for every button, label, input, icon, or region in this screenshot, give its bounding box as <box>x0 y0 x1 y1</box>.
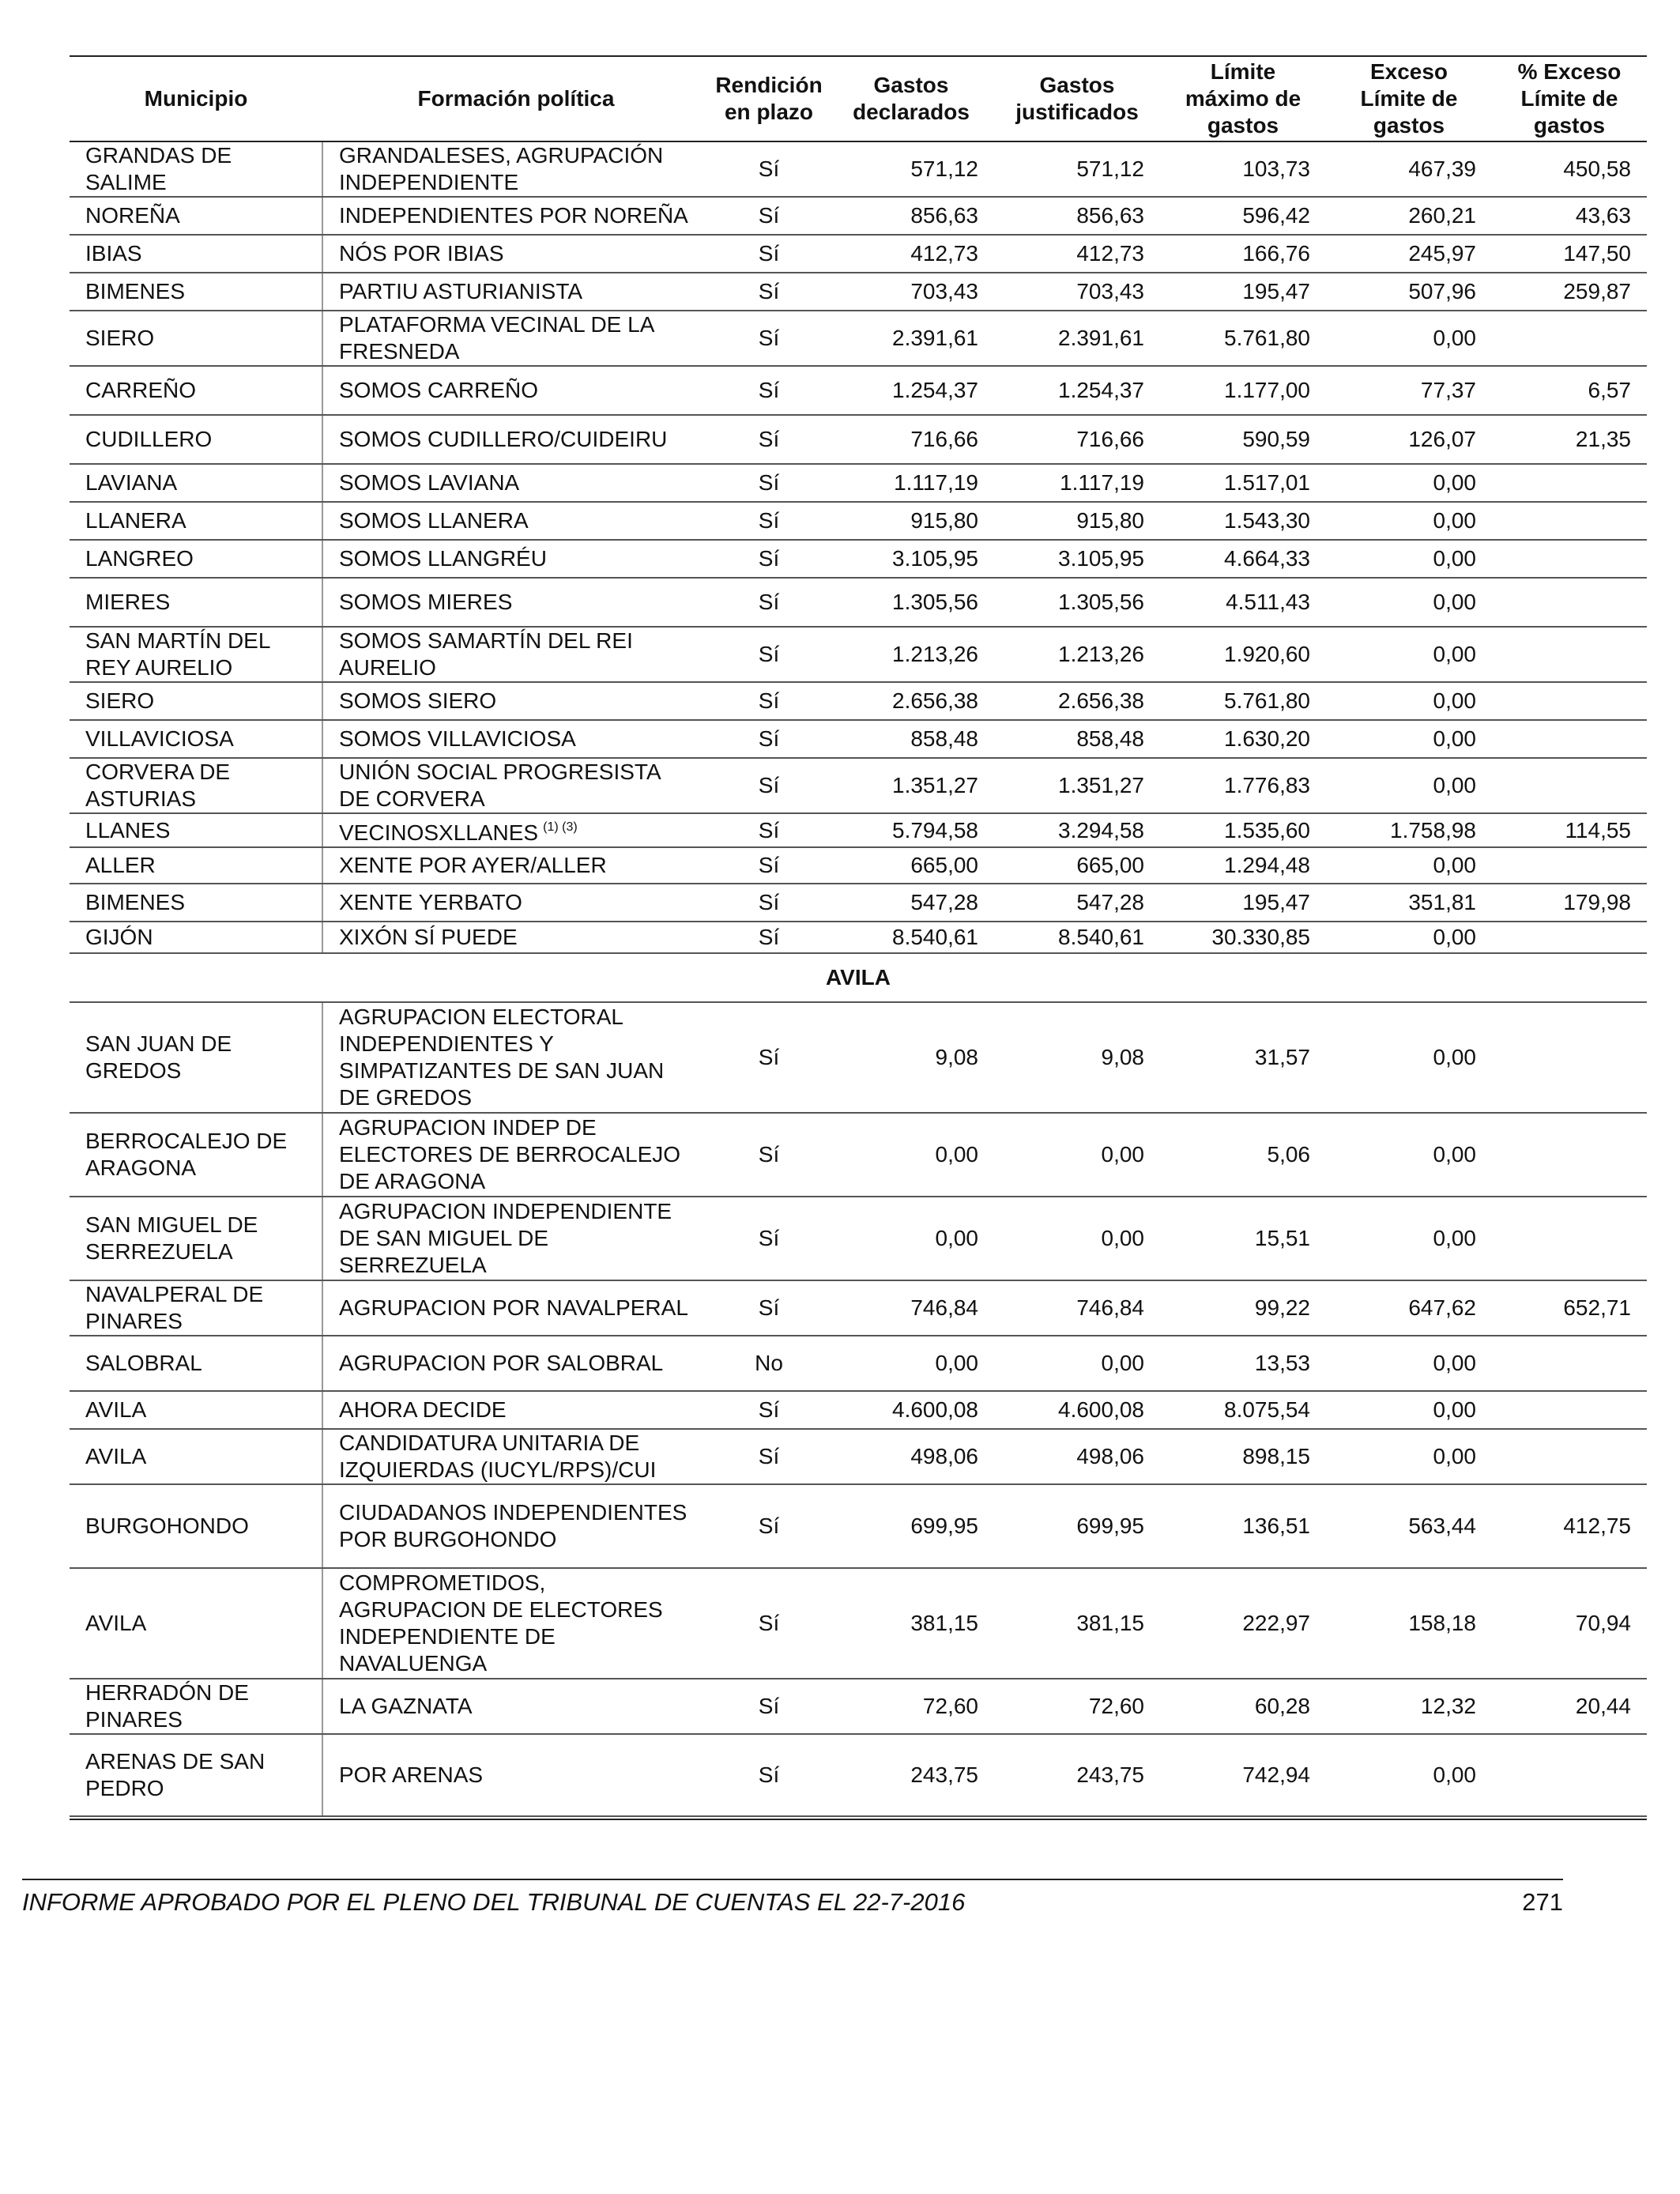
cell-exceso: 0,00 <box>1326 502 1492 540</box>
cell-rendicion: Sí <box>710 464 828 502</box>
footer-report-title: INFORME APROBADO POR EL PLENO DEL TRIBUNAL DE CUENTAS EL 22-7-2016 <box>22 1888 966 1916</box>
cell-municipio: SAN MARTÍN DEL REY AURELIO <box>70 627 322 682</box>
cell-rendicion: Sí <box>710 311 828 366</box>
table-row <box>70 1679 1647 1734</box>
cell-gastos-declarados: 915,80 <box>828 502 994 540</box>
cell-rendicion: Sí <box>710 1429 828 1484</box>
cell-formacion: AGRUPACION INDEPENDIENTE DE SAN MIGUEL DE SERREZUELA <box>322 1197 710 1280</box>
cell-formacion: SOMOS CARREÑO <box>322 366 710 415</box>
cell-pct-exceso: 652,71 <box>1492 1280 1647 1336</box>
cell-pct-exceso <box>1492 1197 1647 1280</box>
cell-limite: 5,06 <box>1160 1113 1326 1197</box>
table-row <box>70 1734 1647 1816</box>
cell-gastos-declarados: 1.254,37 <box>828 366 994 415</box>
cell-gastos-justificados: 699,95 <box>994 1484 1160 1568</box>
table-row <box>70 1336 1647 1391</box>
cell-gastos-justificados: 1.254,37 <box>994 366 1160 415</box>
cell-pct-exceso: 259,87 <box>1492 273 1647 311</box>
cell-municipio: CORVERA DE ASTURIAS <box>70 758 322 813</box>
cell-pct-exceso <box>1492 1391 1647 1429</box>
cell-limite: 590,59 <box>1160 415 1326 464</box>
cell-municipio: GIJÓN <box>70 922 322 953</box>
cell-gastos-justificados: 72,60 <box>994 1679 1160 1734</box>
cell-formacion: PLATAFORMA VECINAL DE LA FRESNEDA <box>322 311 710 366</box>
cell-limite: 4.664,33 <box>1160 540 1326 578</box>
page-footer <box>22 1879 1563 1916</box>
cell-gastos-declarados: 1.305,56 <box>828 578 994 627</box>
cell-exceso: 0,00 <box>1326 1002 1492 1113</box>
table-row <box>70 922 1647 953</box>
cell-exceso: 0,00 <box>1326 758 1492 813</box>
cell-limite: 4.511,43 <box>1160 578 1326 627</box>
cell-exceso: 0,00 <box>1326 1391 1492 1429</box>
cell-pct-exceso <box>1492 627 1647 682</box>
header-limite: Límite máximo de gastos <box>1160 56 1326 141</box>
cell-gastos-declarados: 1.351,27 <box>828 758 994 813</box>
cell-gastos-justificados: 547,28 <box>994 884 1160 922</box>
cell-municipio: LLANES <box>70 813 322 847</box>
cell-gastos-declarados: 1.117,19 <box>828 464 994 502</box>
cell-formacion: UNIÓN SOCIAL PROGRESISTA DE CORVERA <box>322 758 710 813</box>
cell-rendicion: Sí <box>710 1391 828 1429</box>
page-number: 271 <box>1522 1888 1563 1916</box>
cell-gastos-declarados: 2.656,38 <box>828 682 994 720</box>
table-body <box>70 141 1647 1816</box>
cell-formacion: SOMOS SIERO <box>322 682 710 720</box>
cell-rendicion: Sí <box>710 540 828 578</box>
cell-gastos-justificados: 2.656,38 <box>994 682 1160 720</box>
cell-pct-exceso: 43,63 <box>1492 197 1647 235</box>
cell-gastos-declarados: 412,73 <box>828 235 994 273</box>
cell-gastos-justificados: 1.305,56 <box>994 578 1160 627</box>
cell-limite: 1.630,20 <box>1160 720 1326 758</box>
cell-formacion: GRANDALESES, AGRUPACIÓN INDEPENDIENTE <box>322 141 710 197</box>
cell-formacion: XENTE POR AYER/ALLER <box>322 847 710 884</box>
cell-exceso: 0,00 <box>1326 540 1492 578</box>
cell-pct-exceso <box>1492 311 1647 366</box>
cell-limite: 742,94 <box>1160 1734 1326 1816</box>
cell-municipio: CARREÑO <box>70 366 322 415</box>
cell-rendicion: Sí <box>710 720 828 758</box>
cell-formacion: CANDIDATURA UNITARIA DE IZQUIERDAS (IUCYL/RPS)/CUI <box>322 1429 710 1484</box>
cell-limite: 1.920,60 <box>1160 627 1326 682</box>
cell-limite: 596,42 <box>1160 197 1326 235</box>
cell-formacion: POR ARENAS <box>322 1734 710 1816</box>
cell-pct-exceso <box>1492 758 1647 813</box>
cell-exceso: 77,37 <box>1326 366 1492 415</box>
cell-municipio: IBIAS <box>70 235 322 273</box>
cell-gastos-declarados: 0,00 <box>828 1336 994 1391</box>
header-gastos-justificados: Gastos justificados <box>994 56 1160 141</box>
table-row <box>70 682 1647 720</box>
cell-gastos-declarados: 3.105,95 <box>828 540 994 578</box>
cell-municipio: VILLAVICIOSA <box>70 720 322 758</box>
cell-pct-exceso <box>1492 1429 1647 1484</box>
cell-formacion: SOMOS LAVIANA <box>322 464 710 502</box>
cell-exceso: 563,44 <box>1326 1484 1492 1568</box>
table-row <box>70 1391 1647 1429</box>
cell-exceso: 0,00 <box>1326 1113 1492 1197</box>
cell-municipio: ARENAS DE SAN PEDRO <box>70 1734 322 1816</box>
footnote-reference: (1) (3) <box>543 820 578 834</box>
cell-exceso: 0,00 <box>1326 464 1492 502</box>
cell-formacion: SOMOS SAMARTÍN DEL REI AURELIO <box>322 627 710 682</box>
cell-gastos-justificados: 0,00 <box>994 1197 1160 1280</box>
cell-formacion: LA GAZNATA <box>322 1679 710 1734</box>
cell-formacion: SOMOS MIERES <box>322 578 710 627</box>
table-row <box>70 1429 1647 1484</box>
cell-limite: 1.776,83 <box>1160 758 1326 813</box>
cell-gastos-declarados: 5.794,58 <box>828 813 994 847</box>
header-pct-exceso: % Exceso Límite de gastos <box>1492 56 1647 141</box>
table-row <box>70 415 1647 464</box>
cell-gastos-justificados: 4.600,08 <box>994 1391 1160 1429</box>
cell-exceso: 0,00 <box>1326 1197 1492 1280</box>
cell-gastos-justificados: 716,66 <box>994 415 1160 464</box>
cell-gastos-declarados: 547,28 <box>828 884 994 922</box>
cell-municipio: SIERO <box>70 311 322 366</box>
table-row <box>70 1484 1647 1568</box>
cell-pct-exceso: 6,57 <box>1492 366 1647 415</box>
cell-rendicion: Sí <box>710 197 828 235</box>
cell-gastos-declarados: 746,84 <box>828 1280 994 1336</box>
cell-exceso: 0,00 <box>1326 922 1492 953</box>
table-row <box>70 578 1647 627</box>
cell-formacion: SOMOS LLANERA <box>322 502 710 540</box>
cell-gastos-declarados: 858,48 <box>828 720 994 758</box>
cell-pct-exceso <box>1492 1734 1647 1816</box>
header-formacion: Formación política <box>322 56 710 141</box>
cell-exceso: 0,00 <box>1326 578 1492 627</box>
cell-pct-exceso <box>1492 922 1647 953</box>
cell-exceso: 0,00 <box>1326 682 1492 720</box>
cell-exceso: 0,00 <box>1326 311 1492 366</box>
cell-pct-exceso <box>1492 464 1647 502</box>
cell-gastos-declarados: 498,06 <box>828 1429 994 1484</box>
cell-gastos-justificados: 915,80 <box>994 502 1160 540</box>
table-row <box>70 1280 1647 1336</box>
cell-limite: 5.761,80 <box>1160 311 1326 366</box>
cell-limite: 136,51 <box>1160 1484 1326 1568</box>
cell-pct-exceso: 70,94 <box>1492 1568 1647 1679</box>
header-gastos-declarados: Gastos declarados <box>828 56 994 141</box>
table-row <box>70 758 1647 813</box>
cell-gastos-justificados: 243,75 <box>994 1734 1160 1816</box>
cell-rendicion: No <box>710 1336 828 1391</box>
cell-limite: 13,53 <box>1160 1336 1326 1391</box>
cell-municipio: SALOBRAL <box>70 1336 322 1391</box>
table-row <box>70 540 1647 578</box>
table-row <box>70 1197 1647 1280</box>
table-row <box>70 1113 1647 1197</box>
cell-limite: 222,97 <box>1160 1568 1326 1679</box>
cell-limite: 898,15 <box>1160 1429 1326 1484</box>
cell-limite: 195,47 <box>1160 273 1326 311</box>
cell-formacion: INDEPENDIENTES POR NOREÑA <box>322 197 710 235</box>
cell-municipio: HERRADÓN DE PINARES <box>70 1679 322 1734</box>
cell-pct-exceso <box>1492 1002 1647 1113</box>
table-row <box>70 813 1647 847</box>
cell-limite: 60,28 <box>1160 1679 1326 1734</box>
expenses-table <box>70 55 1647 1817</box>
cell-formacion <box>322 813 710 847</box>
cell-formacion: AGRUPACION INDEP DE ELECTORES DE BERROCALEJO DE ARAGONA <box>322 1113 710 1197</box>
header-rendicion: Rendición en plazo <box>710 56 828 141</box>
cell-gastos-justificados: 856,63 <box>994 197 1160 235</box>
cell-rendicion: Sí <box>710 1280 828 1336</box>
cell-municipio: LANGREO <box>70 540 322 578</box>
cell-rendicion: Sí <box>710 813 828 847</box>
table-row <box>70 273 1647 311</box>
cell-gastos-justificados: 8.540,61 <box>994 922 1160 953</box>
cell-municipio: SAN JUAN DE GREDOS <box>70 1002 322 1113</box>
cell-limite: 30.330,85 <box>1160 922 1326 953</box>
cell-pct-exceso <box>1492 578 1647 627</box>
cell-municipio: AVILA <box>70 1391 322 1429</box>
cell-rendicion: Sí <box>710 578 828 627</box>
cell-gastos-justificados: 665,00 <box>994 847 1160 884</box>
cell-exceso: 0,00 <box>1326 720 1492 758</box>
cell-formacion: SOMOS CUDILLERO/CUIDEIRU <box>322 415 710 464</box>
cell-gastos-justificados: 2.391,61 <box>994 311 1160 366</box>
cell-gastos-declarados: 571,12 <box>828 141 994 197</box>
cell-gastos-declarados: 703,43 <box>828 273 994 311</box>
cell-exceso: 260,21 <box>1326 197 1492 235</box>
cell-formacion: SOMOS VILLAVICIOSA <box>322 720 710 758</box>
cell-gastos-justificados: 412,73 <box>994 235 1160 273</box>
cell-municipio: CUDILLERO <box>70 415 322 464</box>
table-row <box>70 627 1647 682</box>
cell-gastos-declarados: 243,75 <box>828 1734 994 1816</box>
cell-gastos-declarados: 8.540,61 <box>828 922 994 953</box>
cell-gastos-justificados: 9,08 <box>994 1002 1160 1113</box>
cell-rendicion: Sí <box>710 502 828 540</box>
cell-limite: 166,76 <box>1160 235 1326 273</box>
cell-rendicion: Sí <box>710 415 828 464</box>
header-exceso: Exceso Límite de gastos <box>1326 56 1492 141</box>
cell-pct-exceso <box>1492 1336 1647 1391</box>
table-row <box>70 884 1647 922</box>
cell-pct-exceso: 147,50 <box>1492 235 1647 273</box>
table-row <box>70 720 1647 758</box>
table-row <box>70 847 1647 884</box>
table-row <box>70 235 1647 273</box>
cell-municipio: LLANERA <box>70 502 322 540</box>
cell-formacion-text: VECINOSXLLANES <box>339 820 539 845</box>
cell-gastos-justificados: 381,15 <box>994 1568 1160 1679</box>
cell-exceso: 467,39 <box>1326 141 1492 197</box>
cell-limite: 195,47 <box>1160 884 1326 922</box>
cell-gastos-declarados: 665,00 <box>828 847 994 884</box>
cell-formacion: AGRUPACION POR NAVALPERAL <box>322 1280 710 1336</box>
cell-municipio: BERROCALEJO DE ARAGONA <box>70 1113 322 1197</box>
cell-gastos-declarados: 699,95 <box>828 1484 994 1568</box>
cell-exceso: 0,00 <box>1326 1336 1492 1391</box>
cell-municipio: LAVIANA <box>70 464 322 502</box>
table-row <box>70 1568 1647 1679</box>
cell-gastos-declarados: 4.600,08 <box>828 1391 994 1429</box>
cell-rendicion: Sí <box>710 884 828 922</box>
cell-gastos-justificados: 858,48 <box>994 720 1160 758</box>
table-header-row <box>70 56 1647 141</box>
cell-limite: 99,22 <box>1160 1280 1326 1336</box>
cell-municipio: BURGOHONDO <box>70 1484 322 1568</box>
report-page <box>70 55 1647 1817</box>
cell-rendicion: Sí <box>710 1484 828 1568</box>
cell-exceso: 0,00 <box>1326 1429 1492 1484</box>
cell-gastos-declarados: 1.213,26 <box>828 627 994 682</box>
cell-limite: 1.294,48 <box>1160 847 1326 884</box>
table-row <box>70 197 1647 235</box>
cell-pct-exceso: 179,98 <box>1492 884 1647 922</box>
cell-gastos-justificados: 571,12 <box>994 141 1160 197</box>
cell-rendicion: Sí <box>710 1568 828 1679</box>
cell-gastos-justificados: 0,00 <box>994 1113 1160 1197</box>
cell-gastos-justificados: 0,00 <box>994 1336 1160 1391</box>
cell-rendicion: Sí <box>710 273 828 311</box>
cell-gastos-declarados: 0,00 <box>828 1113 994 1197</box>
cell-rendicion: Sí <box>710 1197 828 1280</box>
cell-municipio: MIERES <box>70 578 322 627</box>
cell-rendicion: Sí <box>710 141 828 197</box>
table-row <box>70 311 1647 366</box>
cell-formacion: NÓS POR IBIAS <box>322 235 710 273</box>
table-row <box>70 464 1647 502</box>
cell-gastos-justificados: 3.105,95 <box>994 540 1160 578</box>
cell-exceso: 507,96 <box>1326 273 1492 311</box>
cell-gastos-declarados: 2.391,61 <box>828 311 994 366</box>
section-row <box>70 953 1647 1002</box>
cell-exceso: 0,00 <box>1326 1734 1492 1816</box>
table-row <box>70 1002 1647 1113</box>
cell-gastos-declarados: 0,00 <box>828 1197 994 1280</box>
cell-formacion: AGRUPACION ELECTORAL INDEPENDIENTES Y SIMPATIZANTES DE SAN JUAN DE GREDOS <box>322 1002 710 1113</box>
section-title: AVILA <box>70 953 1647 1002</box>
cell-limite: 1.177,00 <box>1160 366 1326 415</box>
cell-municipio: BIMENES <box>70 273 322 311</box>
cell-limite: 1.535,60 <box>1160 813 1326 847</box>
cell-rendicion: Sí <box>710 847 828 884</box>
cell-exceso: 158,18 <box>1326 1568 1492 1679</box>
cell-formacion: XENTE YERBATO <box>322 884 710 922</box>
cell-municipio: GRANDAS DE SALIME <box>70 141 322 197</box>
cell-gastos-declarados: 856,63 <box>828 197 994 235</box>
cell-gastos-justificados: 498,06 <box>994 1429 1160 1484</box>
cell-pct-exceso: 21,35 <box>1492 415 1647 464</box>
header-municipio: Municipio <box>70 56 322 141</box>
cell-rendicion: Sí <box>710 1113 828 1197</box>
cell-gastos-justificados: 1.213,26 <box>994 627 1160 682</box>
cell-municipio: AVILA <box>70 1429 322 1484</box>
cell-gastos-justificados: 3.294,58 <box>994 813 1160 847</box>
cell-gastos-declarados: 716,66 <box>828 415 994 464</box>
cell-limite: 15,51 <box>1160 1197 1326 1280</box>
cell-exceso: 245,97 <box>1326 235 1492 273</box>
cell-municipio: NAVALPERAL DE PINARES <box>70 1280 322 1336</box>
cell-exceso: 351,81 <box>1326 884 1492 922</box>
cell-pct-exceso <box>1492 502 1647 540</box>
cell-municipio: NOREÑA <box>70 197 322 235</box>
cell-gastos-declarados: 72,60 <box>828 1679 994 1734</box>
cell-municipio: ALLER <box>70 847 322 884</box>
cell-rendicion: Sí <box>710 682 828 720</box>
cell-formacion: AHORA DECIDE <box>322 1391 710 1429</box>
cell-pct-exceso <box>1492 540 1647 578</box>
cell-gastos-justificados: 1.117,19 <box>994 464 1160 502</box>
cell-limite: 1.517,01 <box>1160 464 1326 502</box>
table-row <box>70 141 1647 197</box>
cell-rendicion: Sí <box>710 1734 828 1816</box>
cell-formacion: PARTIU ASTURIANISTA <box>322 273 710 311</box>
cell-limite: 31,57 <box>1160 1002 1326 1113</box>
cell-exceso: 12,32 <box>1326 1679 1492 1734</box>
cell-municipio: AVILA <box>70 1568 322 1679</box>
cell-rendicion: Sí <box>710 922 828 953</box>
cell-municipio: SIERO <box>70 682 322 720</box>
cell-pct-exceso <box>1492 1113 1647 1197</box>
cell-limite: 5.761,80 <box>1160 682 1326 720</box>
cell-formacion: XIXÓN SÍ PUEDE <box>322 922 710 953</box>
cell-rendicion: Sí <box>710 758 828 813</box>
cell-pct-exceso: 450,58 <box>1492 141 1647 197</box>
table-row <box>70 366 1647 415</box>
cell-formacion: COMPROMETIDOS, AGRUPACION DE ELECTORES INDEPENDIENTE DE NAVALUENGA <box>322 1568 710 1679</box>
table-bottom-rule <box>70 1819 1647 1820</box>
cell-gastos-justificados: 703,43 <box>994 273 1160 311</box>
table-row <box>70 502 1647 540</box>
cell-exceso: 0,00 <box>1326 627 1492 682</box>
cell-gastos-justificados: 746,84 <box>994 1280 1160 1336</box>
cell-pct-exceso <box>1492 847 1647 884</box>
cell-formacion: AGRUPACION POR SALOBRAL <box>322 1336 710 1391</box>
cell-rendicion: Sí <box>710 366 828 415</box>
cell-formacion: SOMOS LLANGRÉU <box>322 540 710 578</box>
cell-exceso: 647,62 <box>1326 1280 1492 1336</box>
cell-limite: 1.543,30 <box>1160 502 1326 540</box>
cell-formacion: CIUDADANOS INDEPENDIENTES POR BURGOHONDO <box>322 1484 710 1568</box>
cell-exceso: 1.758,98 <box>1326 813 1492 847</box>
cell-municipio: BIMENES <box>70 884 322 922</box>
cell-municipio: SAN MIGUEL DE SERREZUELA <box>70 1197 322 1280</box>
cell-gastos-declarados: 9,08 <box>828 1002 994 1113</box>
cell-rendicion: Sí <box>710 627 828 682</box>
cell-limite: 8.075,54 <box>1160 1391 1326 1429</box>
cell-rendicion: Sí <box>710 235 828 273</box>
cell-pct-exceso <box>1492 682 1647 720</box>
cell-pct-exceso: 412,75 <box>1492 1484 1647 1568</box>
cell-limite: 103,73 <box>1160 141 1326 197</box>
cell-exceso: 126,07 <box>1326 415 1492 464</box>
cell-rendicion: Sí <box>710 1679 828 1734</box>
cell-gastos-declarados: 381,15 <box>828 1568 994 1679</box>
cell-rendicion: Sí <box>710 1002 828 1113</box>
cell-pct-exceso: 114,55 <box>1492 813 1647 847</box>
cell-pct-exceso <box>1492 720 1647 758</box>
cell-pct-exceso: 20,44 <box>1492 1679 1647 1734</box>
cell-gastos-justificados: 1.351,27 <box>994 758 1160 813</box>
cell-exceso: 0,00 <box>1326 847 1492 884</box>
